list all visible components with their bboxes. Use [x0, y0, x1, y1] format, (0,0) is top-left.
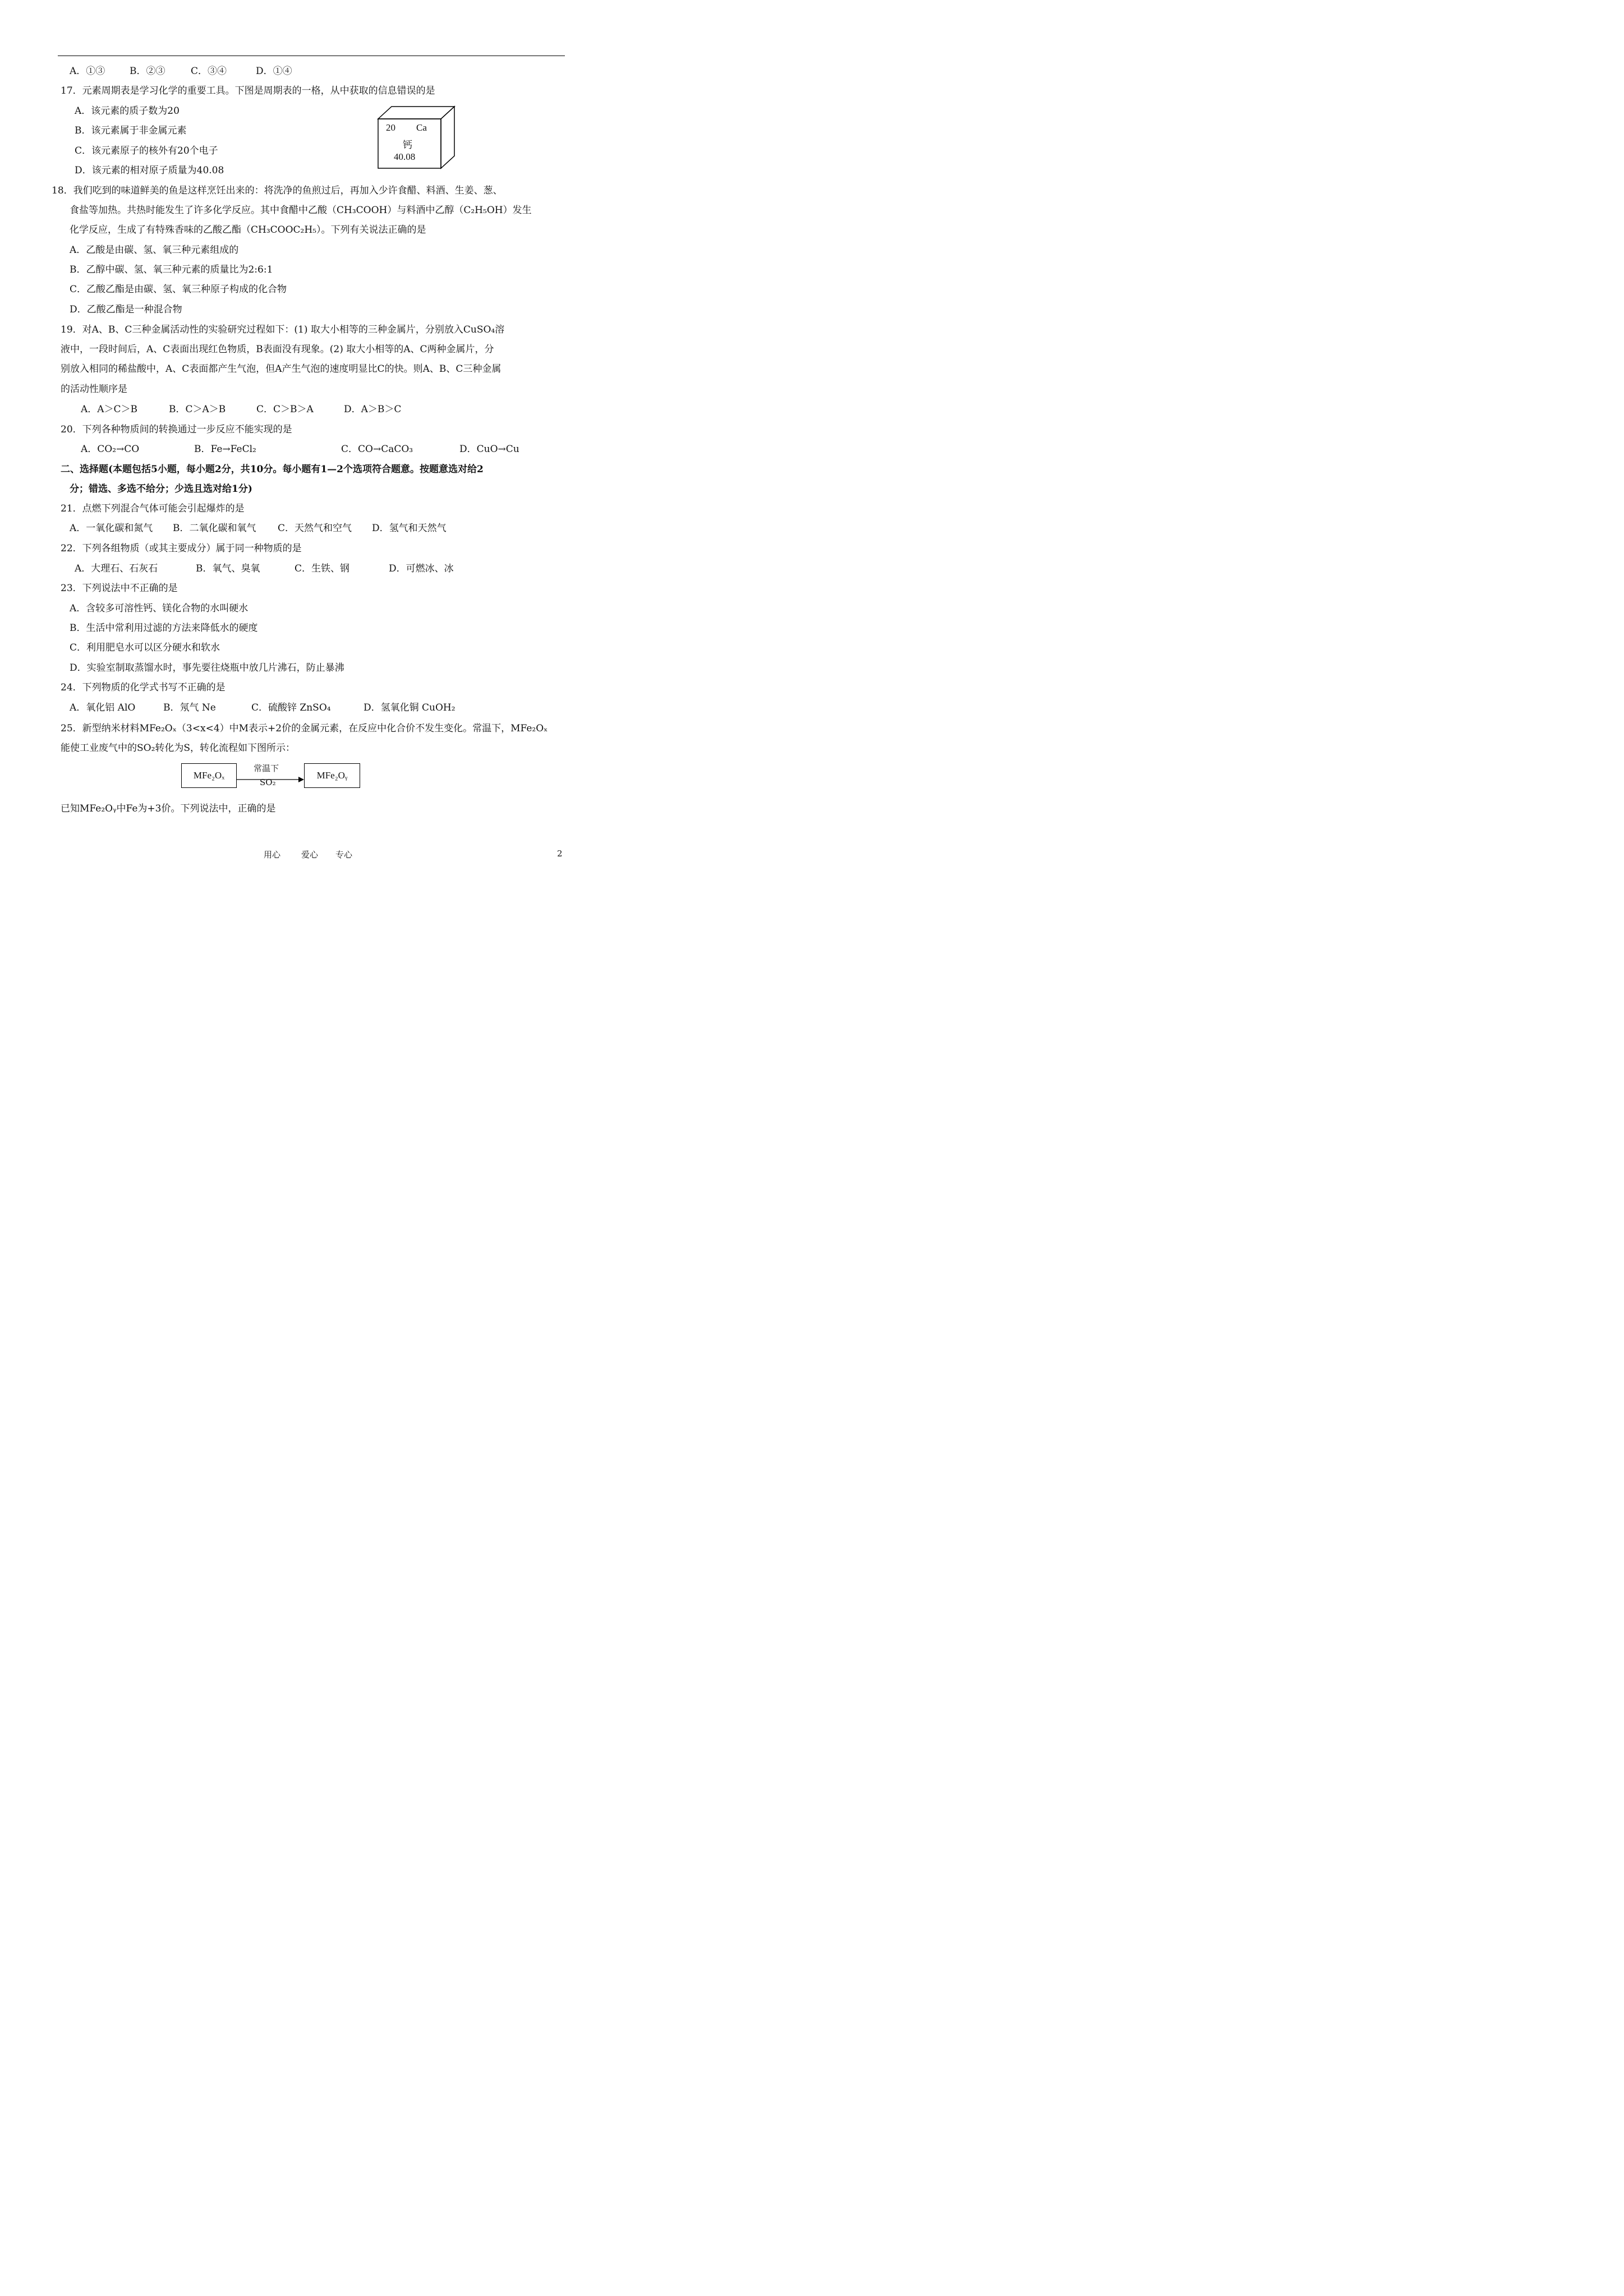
footer-motto-1: 用心	[264, 850, 281, 860]
q17-stem: 17．元素周期表是学习化学的重要工具。下图是周期表的一格，从中获取的信息错误的是	[61, 85, 435, 96]
q22-option-a: A．大理石、石灰石	[75, 563, 158, 574]
q23-option-d: D．实验室制取蒸馏水时，事先要往烧瓶中放几片沸石，防止暴沸	[70, 662, 344, 674]
q16-option-b: B．②③	[130, 66, 165, 77]
page-number: 2	[557, 849, 563, 859]
q18-option-c: C．乙酸乙酯是由碳、氢、氧三种原子构成的化合物	[70, 284, 287, 295]
q25-line-1: 25．新型纳米材料MFe₂Oₓ（3<x<4）中M表示+2价的金属元素，在反应中化合价不发生变化。常温下，MFe₂Oₓ	[61, 723, 548, 734]
q17-option-c: C．该元素原子的核外有20个电子	[75, 145, 218, 156]
q17-option-a: A．该元素的质子数为20	[75, 105, 180, 117]
q17-option-d: D．该元素的相对原子质量为40.08	[75, 165, 224, 176]
section-2-heading-line-2: 分；错选、多选不给分；少选且选对给1分)	[70, 483, 252, 495]
q23-stem: 23．下列说法中不正确的是	[61, 583, 178, 594]
flow-box-start: MFe₂Oₓ	[181, 763, 237, 788]
q20-option-a: A．CO₂→CO	[81, 444, 140, 455]
periodic-cell-cube-outline	[377, 105, 456, 170]
q20-option-c: C．CO→CaCO₃	[341, 444, 413, 455]
element-name: 钙	[403, 140, 412, 150]
footer-motto-2: 爱心	[301, 850, 319, 860]
q16-option-d: D．①④	[256, 66, 292, 77]
q23-option-c: C．利用肥皂水可以区分硬水和软水	[70, 642, 220, 653]
q25-line-3: 已知MFe₂Oᵧ中Fe为+3价。下列说法中，正确的是	[61, 803, 276, 814]
q17-option-b: B．该元素属于非金属元素	[75, 125, 187, 136]
q24-option-c: C．硫酸锌 ZnSO₄	[251, 702, 331, 713]
q18-option-a: A．乙酸是由碳、氢、氧三种元素组成的	[70, 245, 239, 256]
q20-option-b: B．Fe→FeCl₂	[194, 444, 256, 455]
q19-option-a: A．A＞C＞B	[81, 404, 138, 415]
element-symbol: Ca	[416, 122, 427, 133]
q24-option-d: D．氢氧化铜 CuOH₂	[364, 702, 456, 713]
q16-option-c: C．③④	[191, 66, 227, 77]
q21-option-c: C．天然气和空气	[278, 523, 352, 534]
q22-stem: 22．下列各组物质（或其主要成分）属于同一种物质的是	[61, 543, 302, 554]
atomic-number: 20	[386, 122, 395, 133]
q22-option-c: C．生铁、钢	[295, 563, 350, 574]
footer-motto-3: 专心	[335, 850, 353, 860]
q19-option-c: C．C＞B＞A	[256, 404, 314, 415]
q18-line-2: 食盐等加热。共热时能发生了许多化学反应。其中食醋中乙酸（CH₃COOH）与料酒中乙醇（C₂H₅OH）发生	[70, 205, 532, 216]
q18-line-1: 18．我们吃到的味道鲜美的鱼是这样烹饪出来的：将洗净的鱼煎过后，再加入少许食醋、料酒、生姜、葱、	[52, 185, 503, 196]
periodic-table-cell	[377, 105, 456, 170]
q19-line-4: 的活动性顺序是	[61, 384, 127, 395]
q18-option-b: B．乙醇中碳、氢、氧三种元素的质量比为2:6:1	[70, 264, 273, 275]
q23-option-a: A．含较多可溶性钙、镁化合物的水叫硬水	[70, 603, 249, 614]
q19-line-3: 别放入相同的稀盐酸中，A、C表面都产生气泡，但A产生气泡的速度明显比C的快。则A、B、C三种金属	[61, 363, 502, 375]
atomic-mass: 40.08	[394, 151, 416, 162]
flow-box-end: MFe₂Oᵧ	[304, 763, 360, 788]
q21-stem: 21．点燃下列混合气体可能会引起爆炸的是	[61, 503, 245, 514]
flow-condition-label: 常温下	[254, 763, 279, 773]
q16-option-a: A．①③	[70, 66, 105, 77]
q21-option-d: D．氢气和天然气	[372, 523, 447, 534]
q25-line-2: 能使工业废气中的SO₂转化为S，转化流程如下图所示：	[61, 743, 296, 754]
flow-reactant-label: SO₂	[260, 777, 276, 787]
q21-option-b: B．二氧化碳和氧气	[173, 523, 256, 534]
q19-option-d: D．A＞B＞C	[344, 404, 402, 415]
q18-line-3: 化学反应，生成了有特殊香味的乙酸乙酯（CH₃COOC₂H₅）。下列有关说法正确的是	[70, 224, 426, 236]
q22-option-b: B．氧气、臭氧	[196, 563, 260, 574]
q24-option-b: B．氖气 Ne	[163, 702, 216, 713]
q22-option-d: D．可燃冰、冰	[389, 563, 454, 574]
q19-line-1: 19．对A、B、C三种金属活动性的实验研究过程如下：(1) 取大小相等的三种金属片，分别放入CuSO₄溶	[61, 324, 505, 335]
q24-stem: 24．下列物质的化学式书写不正确的是	[61, 682, 226, 693]
q18-option-d: D．乙酸乙酯是一种混合物	[70, 304, 182, 315]
q20-option-d: D．CuO→Cu	[459, 444, 519, 455]
q20-stem: 20．下列各种物质间的转换通过一步反应不能实现的是	[61, 424, 292, 435]
q24-option-a: A．氧化铝 AlO	[70, 702, 136, 713]
q21-option-a: A．一氧化碳和氮气	[70, 523, 153, 534]
q23-option-b: B．生活中常利用过滤的方法来降低水的硬度	[70, 623, 258, 634]
section-2-heading-line-1: 二、选择题(本题包括5小题，每小题2分，共10分。每小题有1—2个选项符合题意。按题意选对给2	[61, 464, 484, 475]
q19-line-2: 液中，一段时间后，A、C表面出现红色物质，B表面没有现象。(2) 取大小相等的A、C两种金属片，分	[61, 344, 494, 355]
q19-option-b: B．C＞A＞B	[169, 404, 226, 415]
